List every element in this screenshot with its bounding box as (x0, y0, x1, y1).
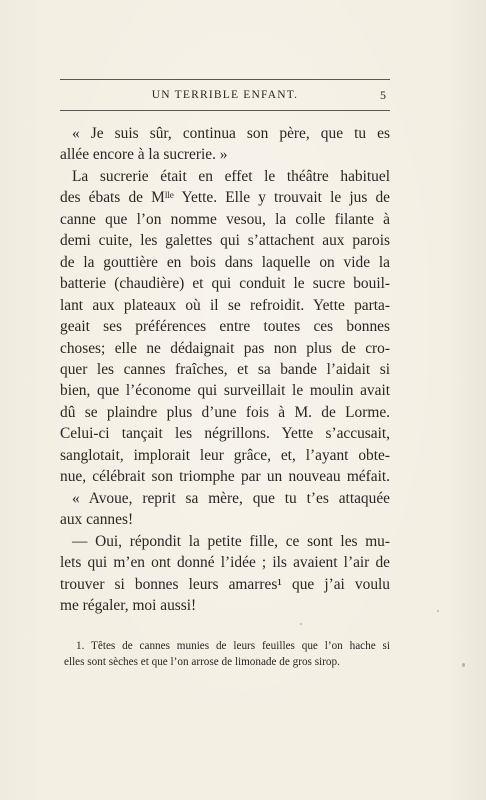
header-rule-top (60, 79, 390, 80)
text-line: aux cannes! (60, 511, 134, 529)
paper-speck (437, 610, 439, 612)
text-line: sanglotait, implorait leur grâce, et, l’ayant obte- (60, 446, 390, 464)
text-line: nue, célébrait son triomphe par un nouveau méfait. (60, 468, 390, 486)
footnote (64, 638, 390, 670)
body-text (60, 123, 390, 616)
text-line: « Je suis sûr, continua son père, que tu es (72, 125, 390, 142)
text-line: batterie (chaudière) et qui conduit le sucre bouil- (60, 275, 390, 293)
text-line: me régaler, moi aussi! (60, 596, 197, 614)
text-line: — Oui, répondit la petite fille, ce sont les mu- (72, 532, 390, 550)
text-line: La sucrerie était en effet le théâtre habituel (72, 167, 390, 185)
text-line: choses; elle ne dédaignait pas non plus de cro- (60, 339, 390, 357)
running-title: UN TERRIBLE ENFANT. (151, 89, 299, 101)
text-line: lant aux plateaux où il se refroidit. Yette parta- (60, 296, 390, 314)
text-line: geait ses préférences entre toutes ces bonnes (60, 318, 390, 336)
text-line: allée encore à la sucrerie. » (60, 146, 228, 164)
text-line: quer les cannes fraîches, et sa bande l’aidait si (60, 360, 390, 378)
text-line: canne que l’on nomme vesou, la colle filante à (60, 210, 390, 228)
paper-speck (462, 663, 465, 667)
text-line: de la gouttière en bois dans laquelle on vide la (60, 253, 390, 271)
footnote-line: 1. Têtes de cannes munies de leurs feuilles que l’on hache si (76, 640, 390, 652)
running-head (60, 89, 390, 105)
header-rule-bottom (60, 110, 390, 111)
text-line: lets qui m’en ont donné l’idée ; ils avaient l’air de (60, 554, 390, 572)
text-line: demi cuite, les galettes qui s’attachent aux parois (60, 232, 390, 250)
text-line: des ébats de Mˡˡᵉ Yette. Elle y trouvait le jus de (60, 189, 390, 207)
text-line: « Avoue, reprit sa mère, que tu t’es attaquée (72, 489, 390, 507)
paper-speck (300, 623, 302, 625)
text-line: dû se plaindre plus d’une fois à M. de Lorme. (60, 403, 390, 421)
text-line: Celui-ci tançait les négrillons. Yette s’accusait, (60, 425, 390, 443)
page-number: 5 (380, 88, 386, 102)
text-line: bien, que l’économe qui surveillait le moulin avait (60, 382, 390, 400)
footnote-line: elles sont sèches et que l’on arrose de limonade de gros sirop. (64, 656, 340, 668)
text-line: trouver si bonnes leurs amarres¹ que j’ai voulu (60, 575, 390, 593)
